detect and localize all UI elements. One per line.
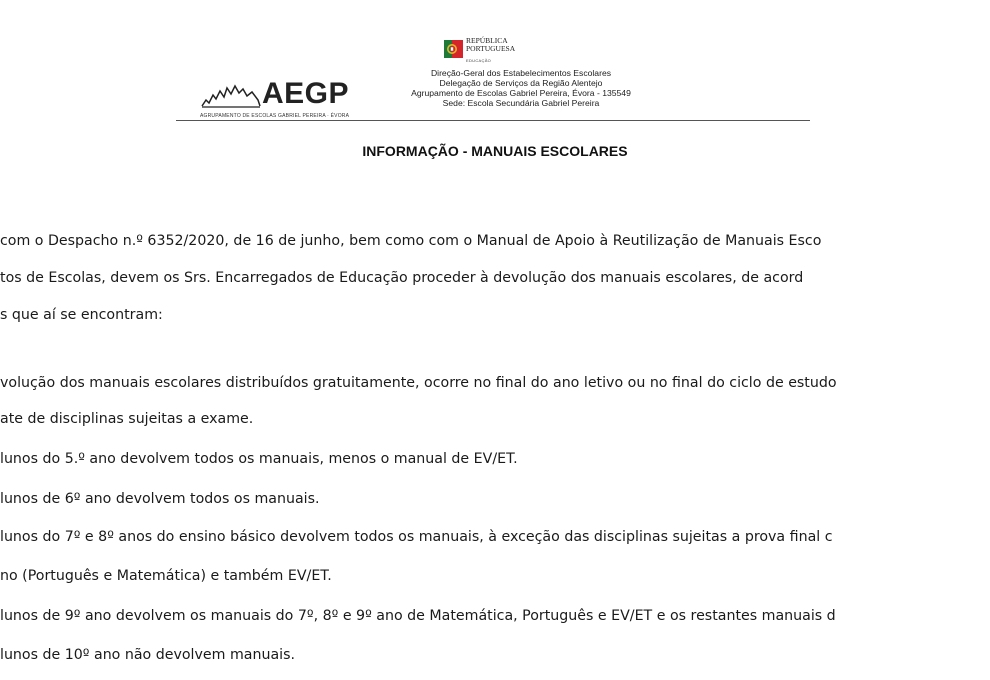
document-title: INFORMAÇÃO - MANUAIS ESCOLARES [362, 143, 628, 159]
directorate-line: Sede: Escola Secundária Gabriel Pereira [442, 98, 600, 108]
body-text-line: com o Despacho n.º 6352/2020, de 16 de junho, bem como com o Manual de Apoio à Reutilização de Manuais Esco [0, 233, 822, 249]
directorate-block [371, 68, 671, 108]
body-text-line: tos de Escolas, devem os Srs. Encarregados de Educação proceder à devolução dos manuais escolares, de acord [0, 270, 804, 286]
list-item-text: lunos do 7º e 8º anos do ensino básico devolvem todos os manuais, à exceção das disciplinas sujeitas a prova final c [0, 529, 833, 545]
ministry-label: EDUCAÇÃO [466, 58, 492, 63]
list-item-text: lunos do 5.º ano devolvem todos os manuais, menos o manual de EV/ET. [0, 451, 518, 467]
logo-wordmark: AEGP [262, 77, 350, 110]
letterhead-divider [176, 120, 810, 121]
list-item-text: lunos de 9º ano devolvem os manuais do 7º, 8º e 9º ano de Matemática, Português e EV/ET e os restantes manuais d [0, 608, 836, 624]
republic-title-line-2: PORTUGUESA [466, 44, 516, 53]
directorate-line: Direção-Geral dos Estabelecimentos Escolares [430, 68, 612, 78]
republic-title [466, 37, 515, 53]
list-item-text: lunos de 10º ano não devolvem manuais. [0, 647, 295, 663]
list-item-text: volução dos manuais escolares distribuídos gratuitamente, ocorre no final do ano letivo ou no final do ciclo de estudo [0, 375, 837, 391]
directorate-line: Delegação de Serviços da Região Alentejo [439, 78, 603, 88]
body-text-line: s que aí se encontram: [0, 307, 163, 323]
republic-title-line-1: REPÚBLICA [466, 36, 508, 45]
letterhead [176, 36, 810, 122]
portuguese-flag-icon [444, 38, 464, 60]
skyline-logo-icon [200, 80, 262, 110]
list-item-text: ate de disciplinas sujeitas a exame. [0, 411, 254, 427]
list-item-text: no (Português e Matemática) e também EV/ET. [0, 568, 332, 584]
government-emblem [444, 36, 564, 66]
directorate-line: Agrupamento de Escolas Gabriel Pereira, Évora - 135549 [411, 88, 631, 98]
list-item-text: lunos de 6º ano devolvem todos os manuais. [0, 491, 320, 507]
logo-subtitle: AGRUPAMENTO DE ESCOLAS GABRIEL PEREIRA · ÉVORA [200, 113, 350, 119]
school-logo [200, 78, 365, 122]
